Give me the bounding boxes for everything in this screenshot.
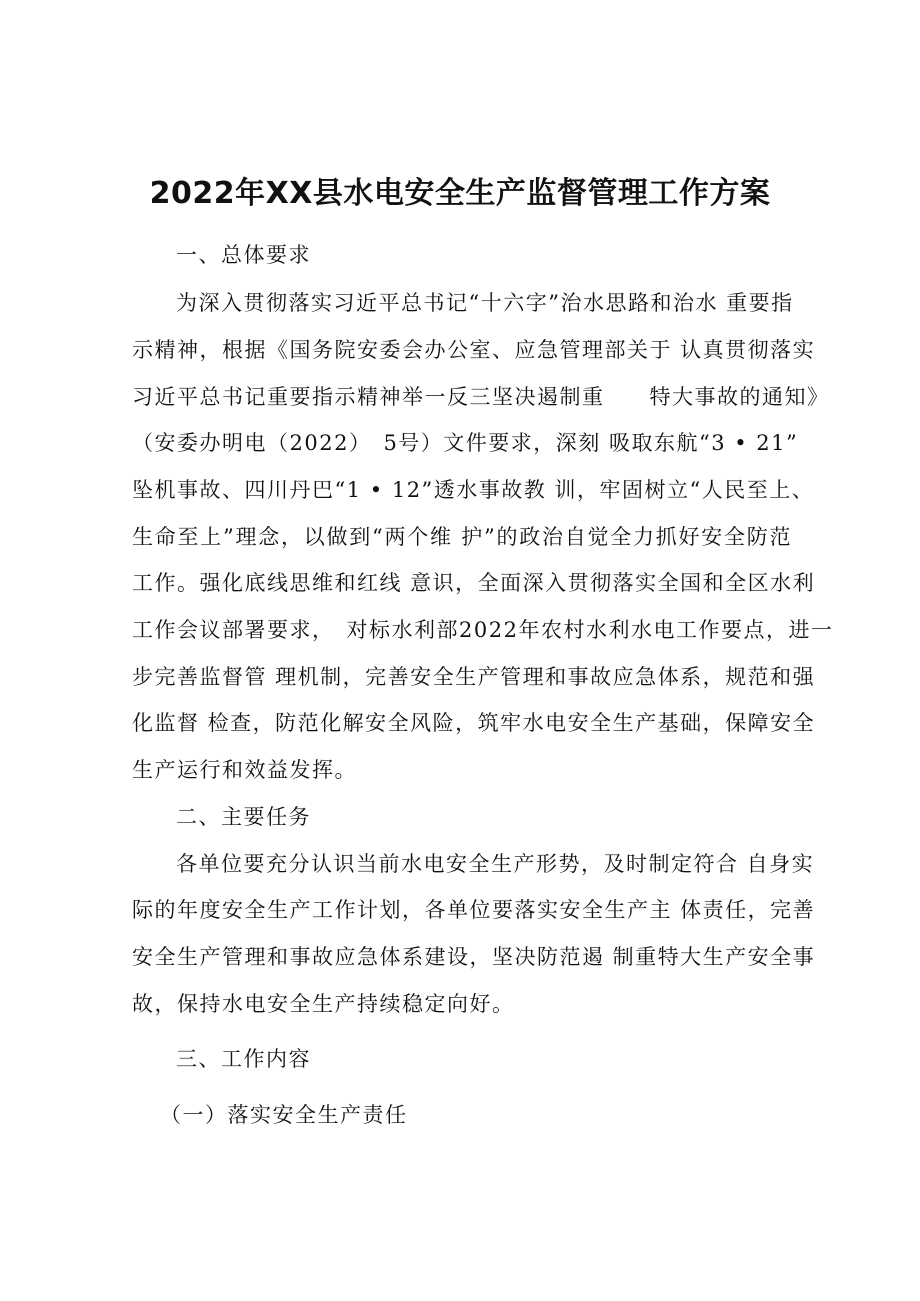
paragraph-line: （安委办明电（2022） 5号）文件要求，深刻 吸取东航“3 • 21” <box>132 431 799 455</box>
paragraph-line: 各单位要充分认识当前水电安全生产形势，及时制定符合 自身实 <box>176 852 815 876</box>
paragraph-line: 生命至上”理念，以做到“两个维 护”的政治自觉全力抓好安全防范 <box>132 525 792 549</box>
paragraph-line: 际的年度安全生产工作计划，各单位要落实安全生产主 体责任，完善 <box>132 898 816 922</box>
paragraph-line: 步完善监督管 理机制，完善安全生产管理和事故应急体系，规范和强 <box>132 665 816 689</box>
paragraph-line: 坠机事故、四川丹巴“1 • 12”透水事故教 训，牢固树立“人民至上、 <box>132 478 815 502</box>
paragraph-line: 故，保持水电安全生产持续稳定向好。 <box>132 992 515 1016</box>
paragraph-line: 安全生产管理和事故应急体系建设，坚决防范遏 制重特大生产安全事 <box>132 945 816 969</box>
paragraph-line: 化监督 检查，防范化解安全风险，筑牢水电安全生产基础，保障安全 <box>132 711 816 735</box>
section-heading-work-content: 三、工作内容 <box>176 1047 311 1071</box>
section-heading-general-requirements: 一、总体要求 <box>176 243 311 267</box>
paragraph-line: 生产运行和效益发挥。 <box>132 758 357 782</box>
subsection-heading-safety-responsibility: （一）落实安全生产责任 <box>160 1103 408 1127</box>
paragraph-line: 工作。强化底线思维和红线 意识，全面深入贯彻落实全国和全区水利 <box>132 571 816 595</box>
document-title: 2022年XX县水电安全生产监督管理工作方案 <box>149 176 771 211</box>
paragraph-line: 示精神，根据《国务院安委会办公室、应急管理部关于 认真贯彻落实 <box>132 338 816 362</box>
paragraph-line: 工作会议部署要求， 对标水利部2022年农村水利水电工作要点，进一 <box>132 618 834 642</box>
section-heading-main-tasks: 二、主要任务 <box>176 805 311 829</box>
paragraph-line: 为深入贯彻落实习近平总书记“十六字”治水思路和治水 重要指 <box>176 291 794 315</box>
paragraph-line: 习近平总书记重要指示精神举一反三坚决遏制重 特大事故的通知》 <box>132 385 830 409</box>
